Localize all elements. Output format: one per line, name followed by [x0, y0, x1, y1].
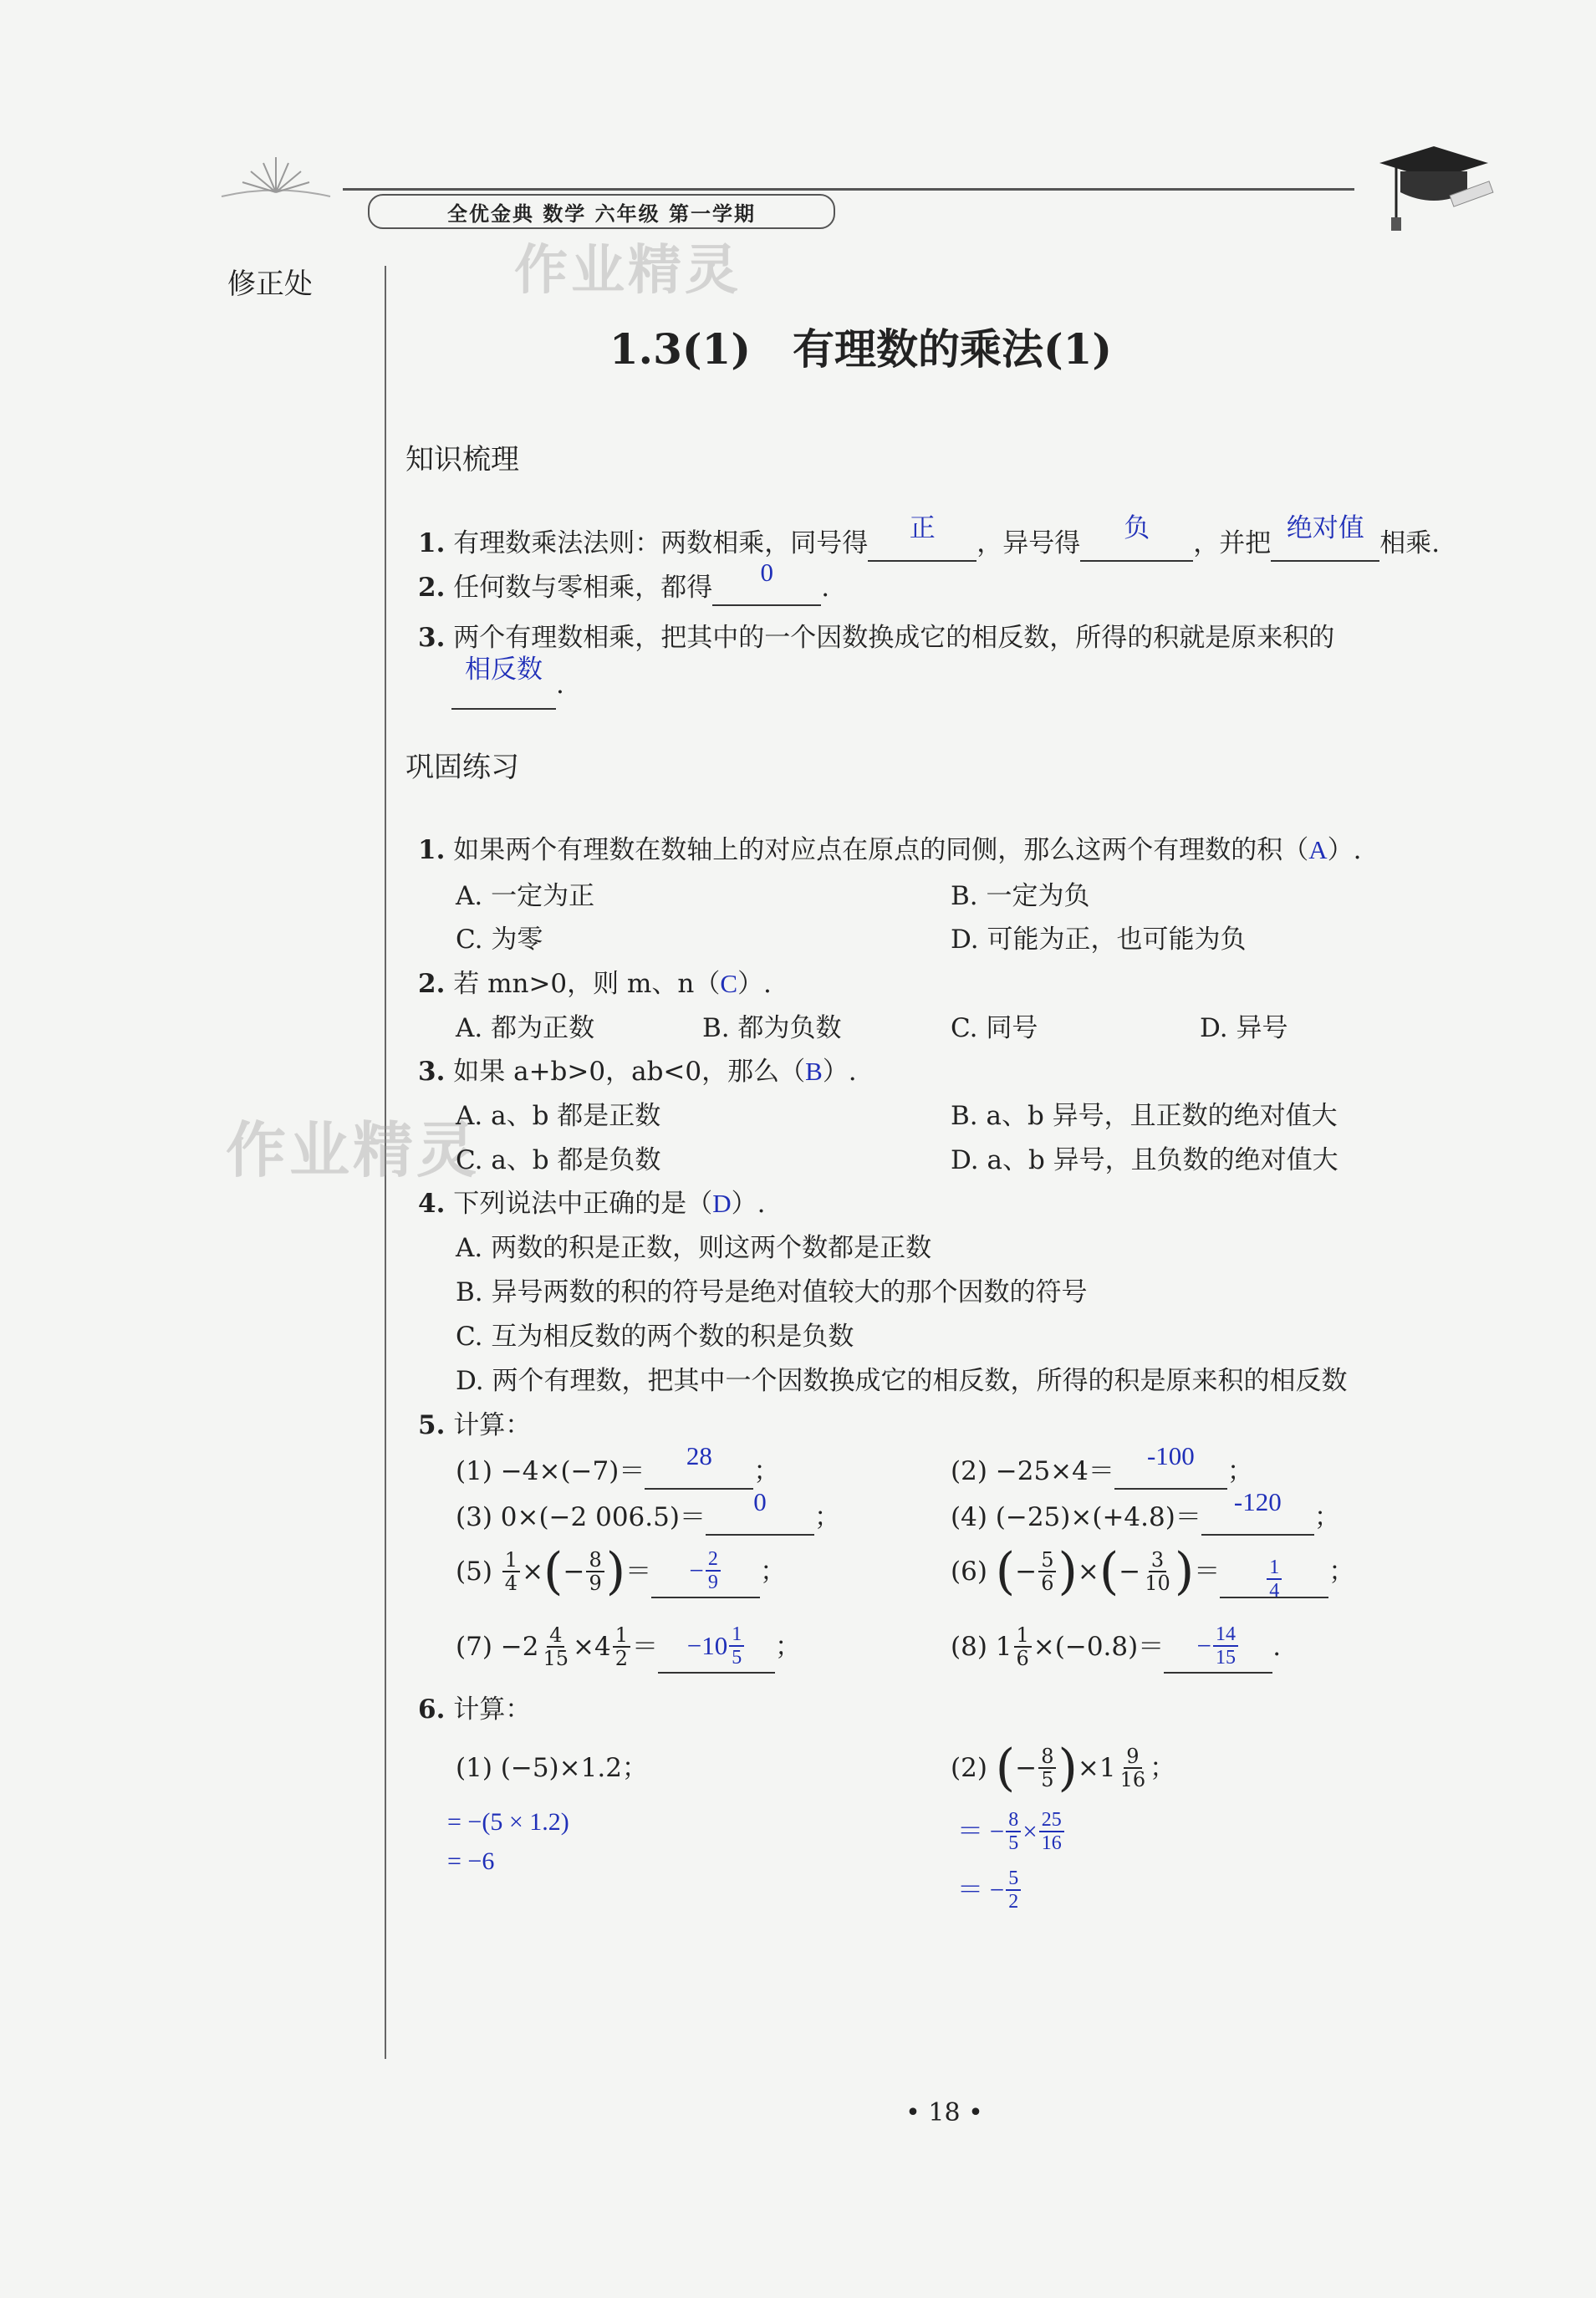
handwritten-step: ＝ − $\frac{8}{5}$ × $\frac{25}{16}$: [957, 1804, 1066, 1859]
blank: [1164, 1620, 1272, 1674]
practice-q4: 4. 下列说法中正确的是（D）.: [418, 1189, 766, 1219]
watermark-top: 作业精灵: [514, 240, 742, 302]
calc-item-5: (5) $\frac{1}{4}$ × ( − $\frac{8}{9}$ ) ＝ − $\frac{2}{9}$ ；: [456, 1542, 787, 1601]
blank: [706, 1487, 814, 1536]
blank: [651, 1545, 760, 1598]
fraction: $\frac{9}{16}$: [1119, 1745, 1146, 1791]
fraction: $\frac{4}{15}$: [543, 1623, 569, 1670]
answer: 0: [753, 1487, 767, 1516]
fraction: $\frac{5}{6}$: [1038, 1549, 1056, 1594]
q-number: 1.: [418, 528, 446, 558]
option: A. 一定为正: [456, 881, 595, 911]
blank: [712, 558, 821, 606]
answer: −10 $\frac{1}{5}$: [687, 1623, 746, 1669]
practice-q3: 3. 如果 a+b>0，ab<0，那么（B）.: [418, 1057, 857, 1087]
knowledge-q3: 3. 两个有理数相乘，把其中的一个因数换成它的相反数，所得的积就是原来积的 相反数.: [418, 614, 1497, 710]
answer: 负: [1124, 513, 1150, 543]
blank: [1220, 1545, 1328, 1602]
blank: [1271, 513, 1379, 562]
answer: 相反数: [465, 655, 543, 684]
option: A. 两数的积是正数，则这两个数都是正数: [456, 1233, 932, 1263]
fraction: $\frac{1}{4}$: [502, 1549, 520, 1594]
option: D. a、b 异号，且负数的绝对值大: [951, 1145, 1338, 1175]
answer: $\frac{1}{4}$: [1265, 1557, 1283, 1602]
lotus-ornament: [213, 150, 339, 201]
q-number: 3.: [418, 623, 446, 653]
fraction: $\frac{8}{5}$: [1038, 1745, 1056, 1791]
answer: -100: [1146, 1441, 1195, 1470]
option: D. 可能为正，也可能为负: [951, 925, 1247, 955]
calc-item-3: (3) 0×(−2 006.5)＝0；: [456, 1501, 840, 1536]
page-number: • 18 •: [905, 2098, 983, 2127]
q-number: 3.: [418, 1057, 446, 1087]
answer: − $\frac{2}{9}$: [689, 1548, 722, 1593]
blank: [868, 513, 976, 562]
section-practice: 巩固练习: [405, 751, 519, 784]
option: A. 都为正数: [456, 1013, 595, 1043]
option: B. 一定为负: [951, 881, 1090, 911]
knowledge-q2: 2. 任何数与零相乘，都得0.: [418, 571, 829, 606]
option: D. 异号: [1200, 1013, 1288, 1043]
answer: 绝对值: [1286, 513, 1364, 543]
option: A. a、b 都是正数: [456, 1101, 661, 1131]
q-number: 5.: [418, 1410, 446, 1440]
answer: -120: [1233, 1487, 1282, 1516]
series-banner: [368, 194, 835, 229]
blank: [658, 1620, 775, 1674]
option: C. 同号: [951, 1013, 1038, 1043]
fraction: $\frac{3}{10}$: [1145, 1548, 1170, 1595]
section-knowledge: 知识梳理: [405, 443, 519, 476]
q-number: 2.: [418, 573, 446, 603]
answer: 0: [760, 558, 773, 587]
option: C. a、b 都是负数: [456, 1145, 661, 1175]
blank: [1114, 1441, 1227, 1490]
answer: C: [720, 969, 738, 998]
q-number: 2.: [418, 969, 446, 999]
fraction: $\frac{1}{6}$: [1014, 1624, 1032, 1669]
margin-label: 修正处: [227, 268, 313, 301]
practice-q6: 6. 计算：: [418, 1694, 532, 1725]
q-number: 4.: [418, 1189, 446, 1219]
option: B. a、b 异号，且正数的绝对值大: [951, 1101, 1338, 1131]
practice-q2: 2. 若 mn>0，则 m、n（C）.: [418, 969, 772, 999]
calc-item-2: (2) −25×4＝-100；: [951, 1455, 1253, 1490]
answer: − $\frac{14}{15}$: [1196, 1623, 1239, 1669]
calc-item-4: (4) (−25)×(+4.8)＝-120；: [951, 1501, 1340, 1536]
handwritten-step: = −(5 × 1.2): [447, 1808, 569, 1836]
answer: A: [1308, 835, 1328, 864]
blank: [451, 655, 556, 710]
calc6-item-1: (1) (−5)×1.2；: [456, 1753, 648, 1783]
handwritten-step: = −6: [447, 1847, 495, 1875]
blank: [645, 1441, 753, 1490]
answer: 正: [909, 513, 936, 543]
q-number: 1.: [418, 835, 446, 865]
fraction: $\frac{8}{9}$: [586, 1549, 604, 1594]
answer: D: [712, 1189, 732, 1218]
practice-q1: 1. 如果两个有理数在数轴上的对应点在原点的同侧，那么这两个有理数的积（A）.: [418, 835, 1362, 865]
option: B. 异号两数的积的符号是绝对值较大的那个因数的符号: [456, 1277, 1088, 1307]
calc-item-8: (8) 1 $\frac{1}{6}$ ×(−0.8)＝ − $\frac{14}{15}$ .: [951, 1618, 1281, 1676]
calc-item-7: (7) −2 $\frac{4}{15}$ ×4 $\frac{1}{2}$ ＝ −10 $\frac{1}{5}$ ；: [456, 1618, 801, 1676]
q-number: 6.: [418, 1694, 446, 1725]
page-title: 1.3(1) 有理数的乘法(1): [609, 324, 1113, 374]
calc-item-6: (6) ( − $\frac{5}{6}$ ) × ( − $\frac{3}{10}$ ) ＝ $\frac{1}{4}$ ；: [951, 1542, 1355, 1602]
option: C. 互为相反数的两个数的积是负数: [456, 1322, 854, 1352]
answer: 28: [686, 1441, 712, 1470]
fraction: $\frac{1}{2}$: [613, 1624, 630, 1669]
option: D. 两个有理数，把其中一个因数换成它的相反数，所得的积是原来积的相反数: [456, 1366, 1348, 1396]
header-rule: [343, 188, 1354, 191]
calc-item-1: (1) −4×(−7)＝28；: [456, 1455, 779, 1490]
practice-q5: 5. 计算：: [418, 1410, 532, 1440]
option: B. 都为负数: [702, 1013, 842, 1043]
calc6-item-2: (2) ( − $\frac{8}{5}$ ) ×1 $\frac{9}{16}$ ；: [951, 1739, 1176, 1797]
blank: [1080, 513, 1193, 562]
watermark-middle: 作业精灵: [226, 1115, 481, 1185]
option: C. 为零: [456, 925, 543, 955]
graduation-cap-icon: [1371, 142, 1497, 234]
series-title: 全优金典 数学 六年级 第一学期: [446, 201, 757, 226]
answer: B: [805, 1057, 823, 1086]
handwritten-step: ＝ − $\frac{5}{2}$: [957, 1862, 1022, 1918]
knowledge-q1: 1. 有理数乘法法则：两数相乘，同号得正，异号得负，并把绝对值相乘.: [418, 527, 1440, 562]
blank: [1201, 1487, 1314, 1536]
